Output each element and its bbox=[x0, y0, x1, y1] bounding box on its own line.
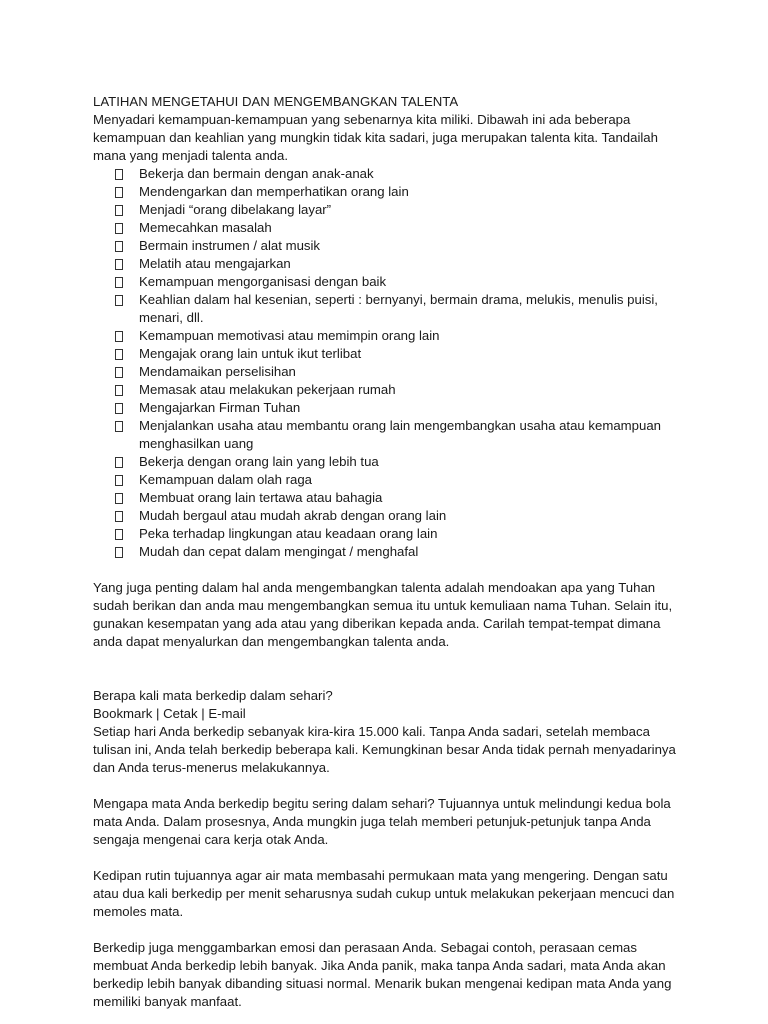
checkbox-icon bbox=[115, 475, 123, 486]
checklist-item: Bekerja dan bermain dengan anak-anak bbox=[93, 165, 683, 183]
checklist-item: Memasak atau melakukan pekerjaan rumah bbox=[93, 381, 683, 399]
checkbox-icon bbox=[115, 277, 123, 288]
checklist-item: Memecahkan masalah bbox=[93, 219, 683, 237]
checkbox-icon bbox=[115, 169, 123, 180]
checkbox-icon bbox=[115, 241, 123, 252]
checklist-item: Kemampuan dalam olah raga bbox=[93, 471, 683, 489]
checklist-item: Bekerja dengan orang lain yang lebih tua bbox=[93, 453, 683, 471]
checkbox-icon bbox=[115, 547, 123, 558]
spacer bbox=[93, 921, 683, 939]
article-paragraph: Setiap hari Anda berkedip sebanyak kira-kira 15.000 kali. Tanpa Anda sadari, setelah membaca tulisan ini, Anda telah berkedip beberapa kali. Kemungkinan besar Anda tidak pernah menyadarinya dan Anda terus-menerus melakukannya. bbox=[93, 724, 676, 775]
checkbox-icon bbox=[115, 493, 123, 504]
checkbox-icon bbox=[115, 403, 123, 414]
checkbox-icon bbox=[115, 421, 123, 432]
checklist-item: Kemampuan mengorganisasi dengan baik bbox=[93, 273, 683, 291]
checklist-item: Kemampuan memotivasi atau memimpin orang lain bbox=[93, 327, 683, 345]
checkbox-icon bbox=[115, 367, 123, 378]
checklist-item: Melatih atau mengajarkan bbox=[93, 255, 683, 273]
checkbox-icon bbox=[115, 529, 123, 540]
checklist-item: Mudah bergaul atau mudah akrab dengan orang lain bbox=[93, 507, 683, 525]
checklist-item: Mengajak orang lain untuk ikut terlibat bbox=[93, 345, 683, 363]
article-paragraph: Kedipan rutin tujuannya agar air mata membasahi permukaan mata yang mengering. Dengan satu atau dua kali berkedip per menit seharusnya sudah cukup untuk melakukan pekerjaan mencuci dan memoles mata. bbox=[93, 868, 675, 919]
checklist-item: Peka terhadap lingkungan atau keadaan orang lain bbox=[93, 525, 683, 543]
spacer bbox=[93, 849, 683, 867]
spacer bbox=[93, 777, 683, 795]
checklist-item: Bermain instrumen / alat musik bbox=[93, 237, 683, 255]
checkbox-icon bbox=[115, 187, 123, 198]
checkbox-icon bbox=[115, 205, 123, 216]
spacer bbox=[93, 561, 683, 579]
checklist-item: Mudah dan cepat dalam mengingat / menghafal bbox=[93, 543, 683, 561]
checkbox-icon bbox=[115, 349, 123, 360]
intro-paragraph: Menyadari kemampuan-kemampuan yang sebenarnya kita miliki. Dibawah ini ada beberapa kemampuan dan keahlian yang mungkin tidak kita sadari, juga merupakan talenta kita. Tandailah mana yang menjadi talenta anda. bbox=[93, 112, 658, 163]
closing-paragraph: Yang juga penting dalam hal anda mengembangkan talenta adalah mendoakan apa yang Tuhan sudah berikan dan anda mau mengembangkan semua itu untuk kemuliaan nama Tuhan. Selain itu, gunakan kesempatan yang ada atau yang diberikan kepada anda. Carilah tempat-tempat dimana anda dapat menyalurkan dan mengembangkan talenta anda. bbox=[93, 580, 673, 649]
checklist-item: Mendengarkan dan memperhatikan orang lain bbox=[93, 183, 683, 201]
checkbox-icon bbox=[115, 223, 123, 234]
checkbox-icon bbox=[115, 385, 123, 396]
checkbox-icon bbox=[115, 331, 123, 342]
checklist-item: Keahlian dalam hal kesenian, seperti : bernyanyi, bermain drama, melukis, menulis puisi, menari, dll. bbox=[93, 291, 683, 327]
checklist-item: Menjadi “orang dibelakang layar” bbox=[93, 201, 683, 219]
checklist-item: Mengajarkan Firman Tuhan bbox=[93, 399, 683, 417]
article-paragraph: Mengapa mata Anda berkedip begitu sering dalam sehari? Tujuannya untuk melindungi kedua bola mata Anda. Dalam prosesnya, Anda mungkin juga telah memberi petunjuk-petunjuk tanpa Anda sengaja mengenai cara kerja otak Anda. bbox=[93, 796, 671, 847]
checklist-item: Mendamaikan perselisihan bbox=[93, 363, 683, 381]
checklist-item: Membuat orang lain tertawa atau bahagia bbox=[93, 489, 683, 507]
article-toolbar: Bookmark | Cetak | E-mail bbox=[93, 706, 246, 721]
checkbox-icon bbox=[115, 457, 123, 468]
talent-checklist bbox=[93, 165, 683, 561]
spacer bbox=[93, 651, 683, 687]
article-title: Berapa kali mata berkedip dalam sehari? bbox=[93, 688, 333, 703]
checkbox-icon bbox=[115, 511, 123, 522]
article-paragraph: Berkedip juga menggambarkan emosi dan perasaan Anda. Sebagai contoh, perasaan cemas membuat Anda berkedip lebih banyak. Jika Anda panik, maka tanpa Anda sadari, mata Anda akan berkedip lebih banyak dibanding situasi normal. Menarik bukan mengenai kedipan mata Anda yang memiliki banyak manfaat. bbox=[93, 940, 672, 1009]
checkbox-icon bbox=[115, 295, 123, 306]
document-title: LATIHAN MENGETAHUI DAN MENGEMBANGKAN TALENTA bbox=[93, 94, 459, 109]
checkbox-icon bbox=[115, 259, 123, 270]
checklist-item: Menjalankan usaha atau membantu orang lain mengembangkan usaha atau kemampuan menghasilkan uang bbox=[93, 417, 683, 453]
document-page bbox=[93, 93, 683, 1011]
